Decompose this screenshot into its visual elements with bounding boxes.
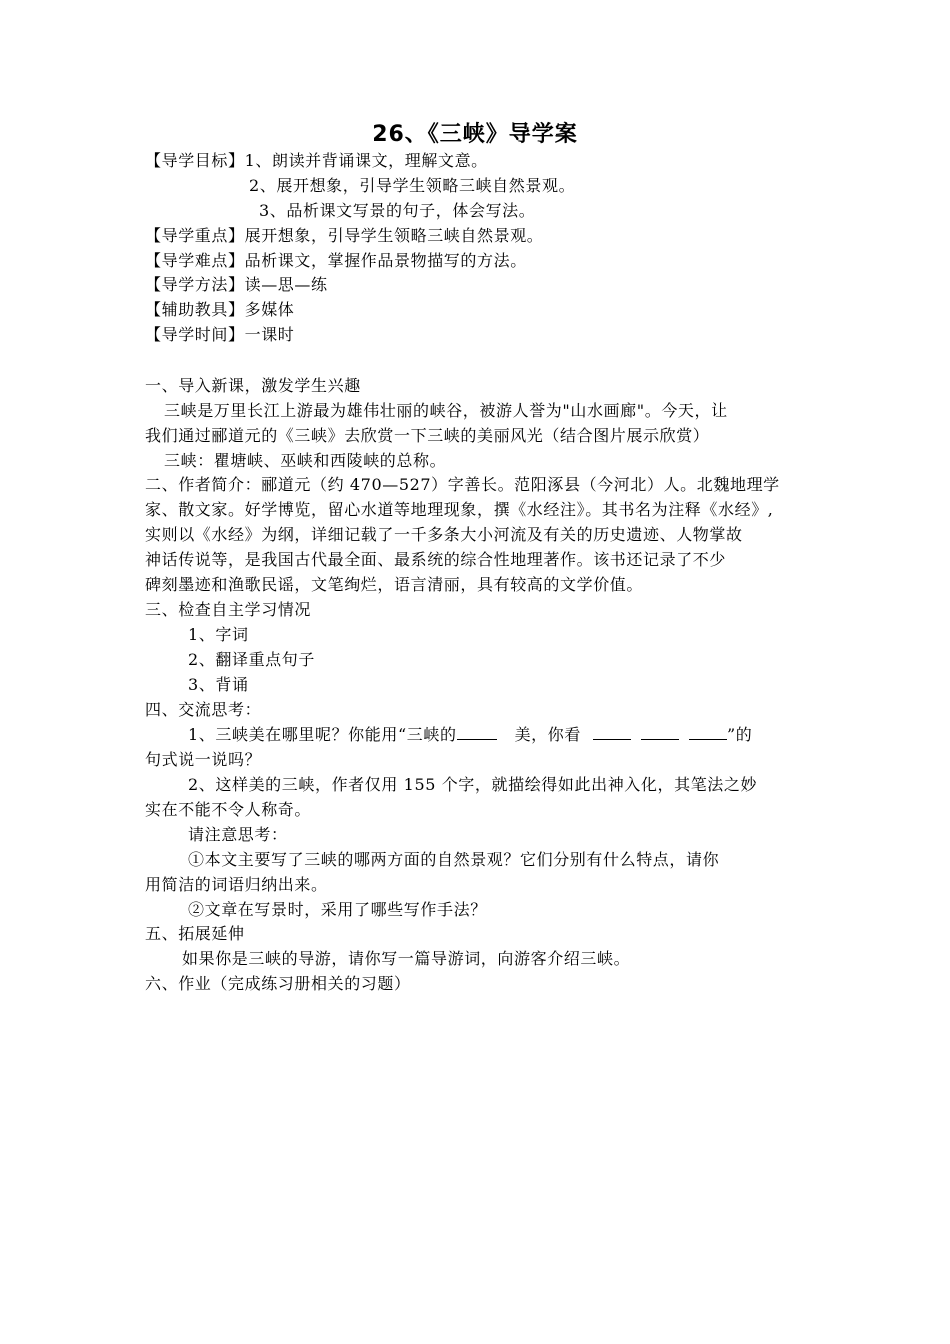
- difficulty-line: 【导学难点】品析课文，掌握作品景物描写的方法。: [145, 251, 527, 270]
- method-line: 【导学方法】读—思—练: [145, 275, 328, 294]
- question-2-line-2: 实在不能不令人称奇。: [145, 800, 312, 819]
- goal-line-1: 【导学目标】1、朗读并背诵课文，理解文意。: [145, 151, 488, 170]
- section2-line-1: 二、作者简介：郦道元（约 470—527）字善长。范阳涿县（今河北）人。北魏地理学: [145, 475, 780, 494]
- fill-blank-2[interactable]: [593, 724, 631, 740]
- section2-line-5: 碑刻墨迹和渔歌民谣，文笔绚烂，语言清丽，具有较高的文学价值。: [145, 575, 644, 594]
- section1-heading: 一、导入新课，激发学生兴趣: [145, 376, 361, 395]
- question-2-line-1: 2、这样美的三峡，作者仅用 155 个字，就描绘得如此出神入化，其笔法之妙: [188, 775, 758, 794]
- key-point-line: 【导学重点】展开想象，引导学生领略三峡自然景观。: [145, 226, 544, 245]
- section1-para-line-2: 我们通过郦道元的《三峡》去欣赏一下三峡的美丽风光（结合图片展示欣赏）: [145, 426, 710, 445]
- document-title: 26、《三峡》导学案: [372, 122, 578, 147]
- section3-item-1: 1、字词: [188, 625, 249, 644]
- fill-blank-1[interactable]: [457, 724, 497, 740]
- attention-line: 请注意思考：: [188, 825, 288, 844]
- section2-line-3: 实则以《水经》为纲，详细记载了一千多条大小河流及有关的历史遗迹、人物掌故: [145, 525, 743, 544]
- question-1-text-a: 1、三峡美在哪里呢？你能用“三峡的: [188, 725, 457, 744]
- think-1-line-1: ①本文主要写了三峡的哪两方面的自然景观？它们分别有什么特点，请你: [188, 850, 720, 869]
- think-2-line: ②文章在写景时，采用了哪些写作手法？: [188, 900, 487, 919]
- question-1-text-b: 美，你看: [514, 725, 581, 744]
- goal-line-2: 2、展开想象，引导学生领略三峡自然景观。: [249, 176, 576, 195]
- section4-heading: 四、交流思考：: [145, 700, 262, 719]
- section3-item-3: 3、背诵: [188, 675, 249, 694]
- fill-blank-4[interactable]: [689, 724, 727, 740]
- section1-para-line-1: 三峡是万里长江上游最为雄伟壮丽的峡谷，被游人誉为"山水画廊"。今天，让: [164, 401, 728, 420]
- question-1-text-c: ”的: [726, 725, 753, 744]
- aids-line: 【辅助教具】多媒体: [145, 300, 295, 319]
- think-1-line-2: 用简洁的词语归纳出来。: [145, 875, 328, 894]
- section2-line-2: 家、散文家。好学博览，留心水道等地理现象，撰《水经注》。其书名为注释《水经》,: [145, 500, 774, 519]
- section3-item-2: 2、翻译重点句子: [188, 650, 315, 669]
- section5-text: 如果你是三峡的导游，请你写一篇导游词，向游客介绍三峡。: [182, 949, 631, 968]
- section3-heading: 三、检查自主学习情况: [145, 600, 312, 619]
- question-1-line-2: 句式说一说吗？: [145, 750, 262, 769]
- fill-blank-3[interactable]: [641, 724, 679, 740]
- section1-note: 三峡：瞿塘峡、巫峡和西陵峡的总称。: [164, 451, 447, 470]
- section5-heading: 五、拓展延伸: [145, 924, 245, 943]
- section6-heading: 六、作业（完成练习册相关的习题）: [145, 974, 411, 993]
- question-1-line-1: [188, 724, 752, 746]
- goal-line-3: 3、品析课文写景的句子，体会写法。: [259, 201, 536, 220]
- time-line: 【导学时间】一课时: [145, 325, 295, 344]
- section2-line-4: 神话传说等，是我国古代最全面、最系统的综合性地理著作。该书还记录了不少: [145, 550, 727, 569]
